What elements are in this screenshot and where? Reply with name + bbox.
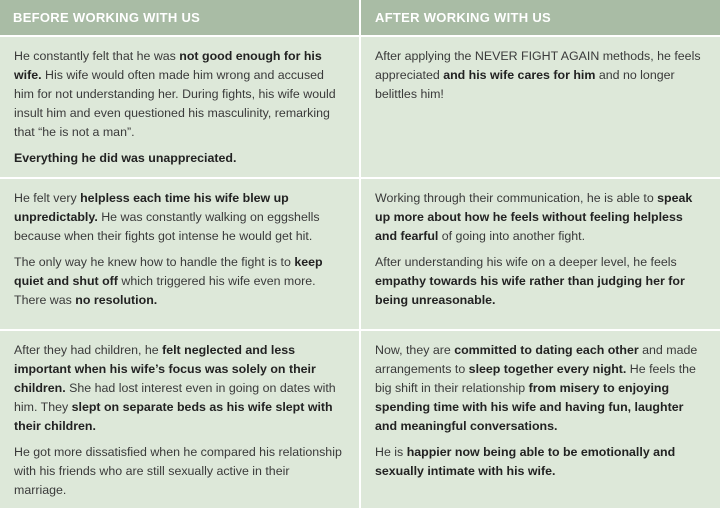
header-before: BEFORE WORKING WITH US: [0, 0, 359, 35]
bold-text: not good enough for his wife.: [14, 49, 322, 82]
row-2-after: [359, 177, 720, 329]
paragraph: [375, 443, 708, 481]
bold-text: sleep together every night.: [468, 362, 627, 376]
bold-text: and his wife cares for him: [443, 68, 596, 82]
text: He is: [375, 445, 407, 459]
bold-text: from misery to enjoying spending time with his wife and having fun, laughter and meaningful conversations.: [375, 381, 684, 433]
bold-text: empathy towards his wife rather than judging her for being unreasonable.: [375, 274, 685, 307]
header-after: AFTER WORKING WITH US: [359, 0, 720, 35]
bold-text: helpless each time his wife blew up unpredictably.: [14, 191, 289, 224]
bold-text: felt neglected and less important when his wife’s focus was solely on their children.: [14, 343, 316, 395]
bold-text: speak up more about how he feels without feeling helpless and fearful: [375, 191, 693, 243]
text: He got more dissatisfied when he compared his relationship with his friends who are still sexually active in their marriage.: [14, 445, 342, 497]
paragraph: [14, 189, 345, 246]
row-1-after: [359, 35, 720, 177]
row-3-after: [359, 329, 720, 508]
text: After understanding his wife on a deeper level, he feels: [375, 255, 677, 269]
text: of going into another fight.: [438, 229, 586, 243]
paragraph: [375, 253, 708, 310]
paragraph: [14, 253, 345, 310]
row-1-before: [0, 35, 359, 177]
text: He feels the big shift in their relationship: [375, 362, 696, 395]
bold-text: slept on separate beds as his wife slept with their children.: [14, 400, 333, 433]
paragraph: [14, 47, 345, 142]
bold-text: Everything he did was unappreciated.: [14, 151, 237, 165]
text: which triggered his wife even more. There was: [14, 274, 316, 307]
row-2-before: [0, 177, 359, 329]
text: He constantly felt that he was: [14, 49, 180, 63]
text: Working through their communication, he is able to: [375, 191, 658, 205]
bold-text: happier now being able to be emotionally and sexually intimate with his wife.: [375, 445, 676, 478]
paragraph: [14, 443, 345, 500]
paragraph: [14, 341, 345, 436]
text: and no longer belittles him!: [375, 68, 675, 101]
paragraph: [14, 149, 345, 168]
paragraph: [375, 189, 708, 246]
text: His wife would often made him wrong and accused him for not understanding her. During fights, his wife would insult him and even questioned his masculinity, remarking that “he is not a man”.: [14, 68, 336, 139]
bold-text: no resolution.: [75, 293, 158, 307]
text: She had lost interest even in going on dates with him. They: [14, 381, 336, 414]
text: After they had children, he: [14, 343, 163, 357]
text: After applying the NEVER FIGHT AGAIN methods, he feels appreciated: [375, 49, 701, 82]
text: He was constantly walking on eggshells because when their fights got intense he would get hit.: [14, 210, 320, 243]
paragraph: [375, 341, 708, 436]
text: and made arrangements to: [375, 343, 698, 376]
row-3-before: [0, 329, 359, 508]
bold-text: committed to dating each other: [454, 343, 639, 357]
text: Now, they are: [375, 343, 455, 357]
paragraph: [375, 47, 708, 104]
text: He felt very: [14, 191, 81, 205]
bold-text: keep quiet and shut off: [14, 255, 323, 288]
text: The only way he knew how to handle the fight is to: [14, 255, 295, 269]
